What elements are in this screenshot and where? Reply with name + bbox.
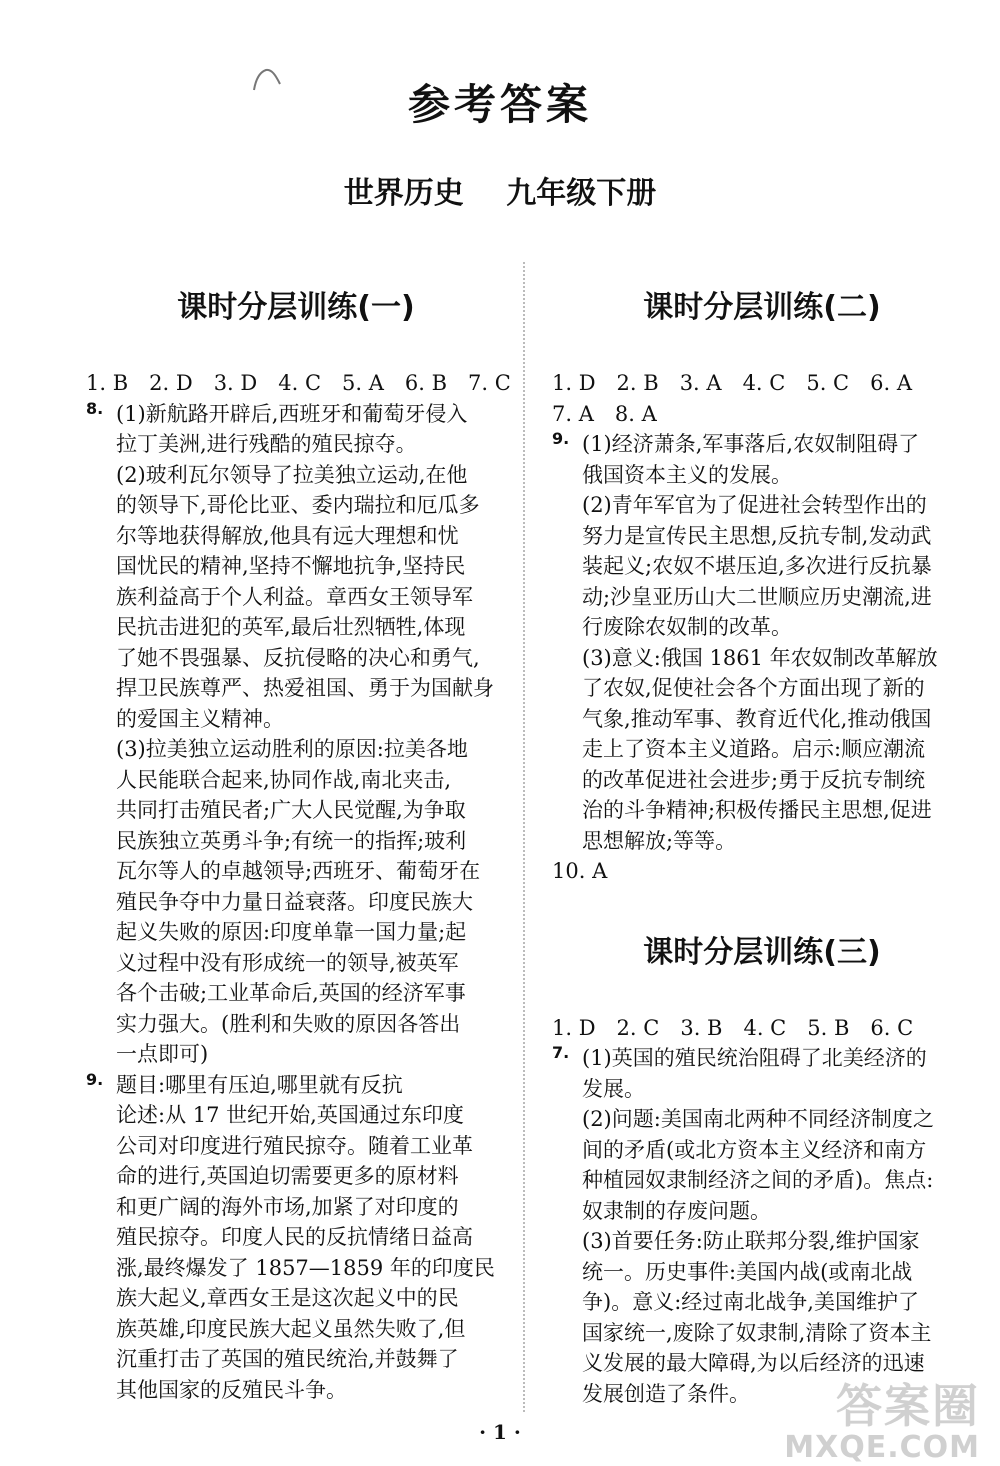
answer-line: (2)青年军官为了促进社会转型作出的 xyxy=(582,493,927,517)
answer-number: 7. xyxy=(552,1043,570,1062)
answer-line: (2)玻利瓦尔领导了拉美独立运动,在他 xyxy=(116,462,468,487)
answer-line: 努力是宣传民主思想,反抗专制,发动武 xyxy=(582,523,932,548)
choice-answers: 7. A 8. A xyxy=(552,401,657,426)
answer-line: 俄国资本主义的发展。 xyxy=(582,462,792,487)
answer-line: 起义失败的原因:印度单靠一国力量;起 xyxy=(116,920,467,944)
choice-answers: 1. D 2. B 3. A 4. C 5. C 6. A xyxy=(552,371,913,395)
answer-number: 9. xyxy=(86,1069,104,1089)
answer-line: (2)问题:美国南北两种不同经济制度之 xyxy=(582,1107,934,1131)
answer-item xyxy=(86,399,506,1070)
answer-line: 的领导下,哥伦比亚、委内瑞拉和厄瓜多 xyxy=(116,493,480,517)
left-column xyxy=(86,282,511,1405)
answer-line: 的改革促进社会进步;勇于反抗专制统 xyxy=(582,767,926,792)
right-column xyxy=(552,282,972,1409)
answer-line: 义发展的最大障碍,为以后经济的迅速 xyxy=(582,1351,925,1375)
subject-label: 世界历史 xyxy=(343,176,464,211)
answer-line: 捍卫民族尊严、热爱祖国、勇于为国献身 xyxy=(116,676,494,700)
answer-number: 9. xyxy=(552,429,570,448)
answer-line: 治的斗争精神;积极传播民主思想,促进 xyxy=(582,798,932,822)
answer-line: 国忧民的精神,坚持不懈地抗争,坚持民 xyxy=(116,554,466,578)
section-title: 课时分层训练(三) xyxy=(643,934,881,970)
answer-line: 论述:从 17 世纪开始,英国通过东印度 xyxy=(116,1103,464,1127)
answer-line: 族英雄,印度民族大起义虽然失败了,但 xyxy=(116,1316,466,1341)
watermark-top: 答案圈 xyxy=(836,1379,980,1433)
answer-item xyxy=(86,1070,506,1406)
answer-line: 奴隶制的存废问题。 xyxy=(582,1198,771,1223)
page-title: 参考答案 xyxy=(407,80,592,129)
answer-line: 人民能联合起来,协同作战,南北夹击, xyxy=(116,767,452,792)
answer-line: (3)意义:俄国 1861 年农奴制改革解放 xyxy=(582,645,938,670)
answer-line: (1)新航路开辟后,西班牙和葡萄牙侵入 xyxy=(116,401,468,426)
answer-line: 题目:哪里有压迫,哪里就有反抗 xyxy=(116,1072,403,1097)
answer-line: 争)。意义:经过南北战争,美国维护了 xyxy=(582,1290,919,1314)
section-title: 课时分层训练(二) xyxy=(643,290,881,325)
answer-line: 各个击破;工业革命后,英国的经济军事 xyxy=(116,981,466,1005)
answer-line: 命的进行,英国迫切需要更多的原材料 xyxy=(116,1164,459,1188)
answer-item xyxy=(552,429,972,856)
answer-line: 公司对印度进行殖民掠夺。随着工业革 xyxy=(116,1133,473,1158)
answer-line: 沉重打击了英国的殖民统治,并鼓舞了 xyxy=(116,1347,459,1371)
answer-line: 气象,推动军事、教育近代化,推动俄国 xyxy=(582,706,932,731)
answer-line: 了农奴,促使社会各个方面出现了新的 xyxy=(582,676,925,700)
answer-line: 装起义;农奴不堪压迫,多次进行反抗暴 xyxy=(582,554,932,578)
watermark-bottom: MXQE.COM xyxy=(784,1430,980,1465)
answer-line: 发展创造了条件。 xyxy=(582,1381,750,1406)
answer-line: 涨,最终爆发了 1857—1859 年的印度民 xyxy=(116,1255,495,1280)
answer-line: 共同打击殖民者;广大人民觉醒,为争取 xyxy=(116,798,466,822)
answer-line: 民族独立英勇斗争;有统一的指挥;玻利 xyxy=(116,828,467,853)
answer-line: 和更广阔的海外市场,加紧了对印度的 xyxy=(116,1194,459,1219)
watermark-logo xyxy=(784,1370,980,1465)
answer-line: 行废除农奴制的改革。 xyxy=(582,615,792,639)
page-number: · 1 · xyxy=(479,1420,521,1444)
choice-answers: 1. D 2. C 3. B 4. C 5. B 6. C xyxy=(552,1015,914,1040)
answer-line: 殖民掠夺。印度人民的反抗情绪日益高 xyxy=(116,1225,473,1249)
answer-line: 殖民争夺中力量日益衰落。印度民族大 xyxy=(116,889,473,914)
answer-line: 义过程中没有形成统一的领导,被英军 xyxy=(116,950,459,975)
answer-line: 民抗击进犯的英军,最后壮烈牺牲,体现 xyxy=(116,615,466,639)
answer-line: 统一。历史事件:美国内战(或南北战 xyxy=(582,1259,913,1284)
answer-text xyxy=(116,399,506,1070)
answer-line: 走上了资本主义道路。启示:顺应潮流 xyxy=(582,737,926,761)
answer-line: (3)拉美独立运动胜利的原因:拉美各地 xyxy=(116,737,468,761)
answer-line: (1)英国的殖民统治阻碍了北美经济的 xyxy=(582,1046,927,1070)
answer-line: 实力强大。(胜利和失败的原因各答出 xyxy=(116,1011,461,1036)
answer-line: 动;沙皇亚历山大二世顺应历史潮流,进 xyxy=(582,584,932,609)
answer-line: (3)首要任务:防止联邦分裂,维护国家 xyxy=(582,1229,920,1253)
choice-answers: 1. B 2. D 3. D 4. C 5. A 6. B 7. C xyxy=(86,371,511,395)
grade-label: 九年级下册 xyxy=(506,176,657,211)
answer-line: 的爱国主义精神。 xyxy=(116,706,284,731)
answer-line: 一点即可) xyxy=(116,1042,209,1066)
answer-line: 国家统一,废除了奴隶制,清除了资本主 xyxy=(582,1320,932,1345)
answer-line: 思想解放;等等。 xyxy=(582,828,737,853)
answer-text xyxy=(582,1043,972,1409)
choice-answers: 10. A xyxy=(552,859,608,883)
answer-line: 族大起义,章西女王是这次起义中的民 xyxy=(116,1286,459,1310)
answer-line: 了她不畏强暴、反抗侵略的决心和勇气, xyxy=(116,645,480,670)
answer-line: 拉丁美洲,进行残酷的殖民掠夺。 xyxy=(116,432,417,456)
answer-line: 尔等地获得解放,他具有远大理想和忧 xyxy=(116,523,459,548)
answer-line: (1)经济萧条,军事落后,农奴制阻碍了 xyxy=(582,432,920,456)
section-1 xyxy=(86,282,511,1405)
answer-text xyxy=(582,429,972,856)
answer-number: 8. xyxy=(86,398,104,418)
column-divider xyxy=(523,262,525,1412)
section-title: 课时分层训练(一) xyxy=(177,290,415,325)
section-3 xyxy=(552,927,972,1410)
answer-line: 瓦尔等人的卓越领导;西班牙、葡萄牙在 xyxy=(116,859,481,883)
answer-line: 间的矛盾(或北方资本主义经济和南方 xyxy=(582,1137,927,1162)
answer-item xyxy=(552,1043,972,1409)
answer-line: 族利益高于个人利益。章西女王领导军 xyxy=(116,584,473,609)
section-2 xyxy=(552,282,972,887)
answer-line: 种植园奴隶制经济之间的矛盾)。焦点: xyxy=(582,1168,934,1192)
answer-line: 其他国家的反殖民斗争。 xyxy=(116,1377,347,1402)
page-subtitle xyxy=(0,168,1000,212)
answer-line: 发展。 xyxy=(582,1076,645,1101)
answer-text xyxy=(116,1070,506,1406)
